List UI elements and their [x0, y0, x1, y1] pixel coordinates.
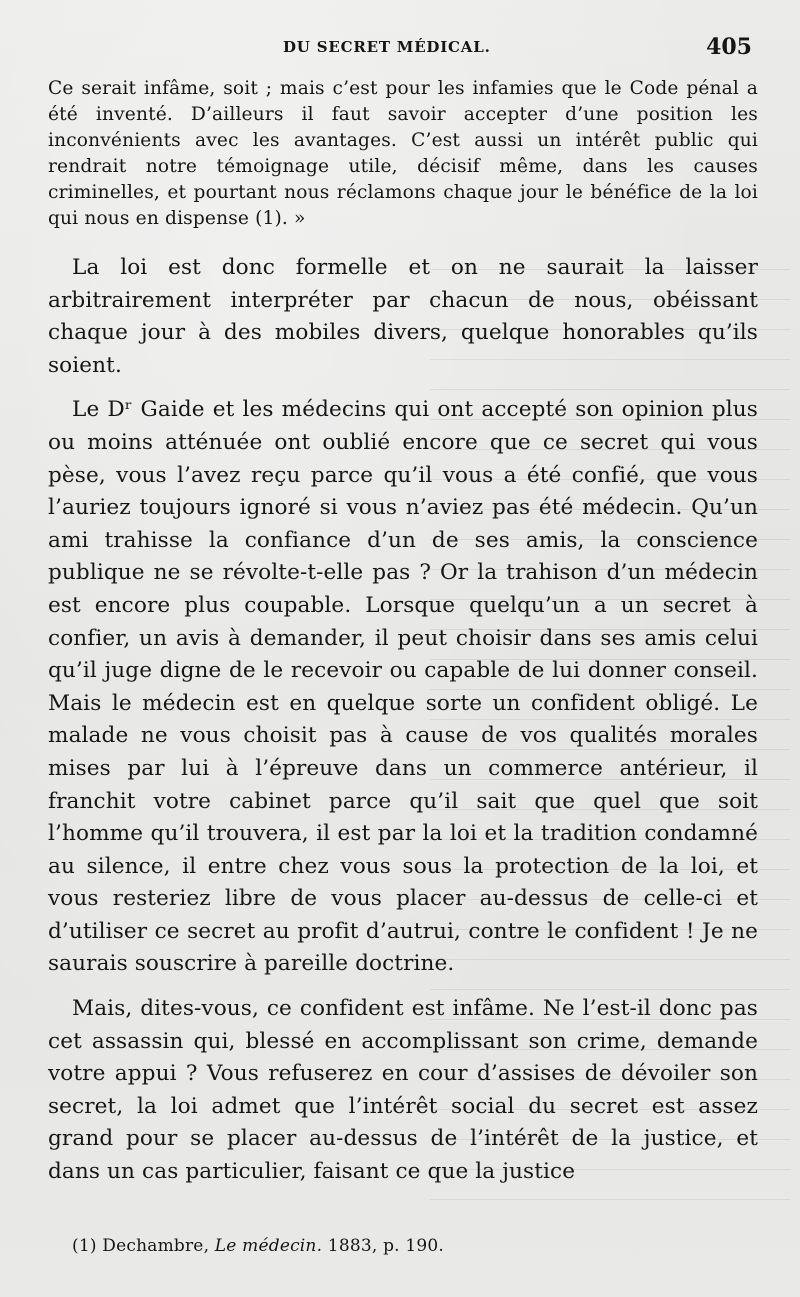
footnote-author: (1) Dechambre,	[72, 1236, 210, 1256]
footnote-details: 1883, p. 190.	[327, 1236, 445, 1256]
quoted-passage: Ce serait infâme, soit ; mais c’est pour les infamies que le Code pénal a été inventé. D’ailleurs il faut savoir accepter d’une position les inconvénients avec les avantages. C’est aussi un intérêt public qui rendrait notre témoignage utile, décisif même, dans les causes criminelles, et pourtant nous réclamons chaque jour le bénéfice de la loi qui nous en dispense (1). »	[48, 78, 758, 229]
footnote-work-title: Le médecin.	[214, 1236, 323, 1256]
running-head	[48, 34, 758, 62]
paragraph-confident-infamous: Mais, dites-vous, ce confident est infâme. Ne l’est-il donc pas cet assassin qui, blessé en accomplissant son crime, demande votre appui ? Vous refuserez en cour d’assises de dévoiler son secret, la loi admet que l’intérêt social du secret est assez grand pour se placer au-dessus de l’intérêt de la justice, et dans un cas particulier, faisant ce que la justice	[48, 996, 758, 1185]
running-title: DU SECRET MÉDICAL.	[283, 38, 491, 56]
paragraph-dr-gaide: Le Dʳ Gaide et les médecins qui ont accepté son opinion plus ou moins atténuée ont oublié encore que ce secret qui vous pèse, vous l’avez reçu parce qu’il vous a été confié, que vous l’auriez toujours ignoré si vous n’aviez pas été médecin. Qu’un ami trahisse la confiance d’un de ses amis, la conscience publique ne se révolte-t-elle pas ? Or la trahison d’un médecin est encore plus coupable. Lorsque quelqu’un a un secret à confier, un avis à demander, il peut choisir dans ses amis celui qu’il juge digne de le recevoir ou capable de lui donner conseil. Mais le médecin est en quelque sorte un confident obligé. Le malade ne vous choisit pas à cause de vos qualités morales mises par lui à l’épreuve dans un commerce antérieur, il franchit votre cabinet parce qu’il sait que quel que soit l’homme qu’il trouvera, il est par la loi et la tradition condamné au silence, il entre chez vous sous la protection de la loi, et vous resteriez libre de vous placer au-dessus de celle-ci et d’utiliser ce secret au profit d’autrui, contre le confident ! Je ne saurais souscrire à pareille doctrine.	[48, 397, 758, 977]
footnote	[72, 1236, 444, 1256]
paragraph-law-formal: La loi est donc formelle et on ne saurait la laisser arbitrairement interpréter par chacun de nous, obéissant chaque jour à des mobiles divers, quelque honorables qu’ils soient.	[48, 255, 758, 378]
page-number: 405	[706, 34, 752, 60]
